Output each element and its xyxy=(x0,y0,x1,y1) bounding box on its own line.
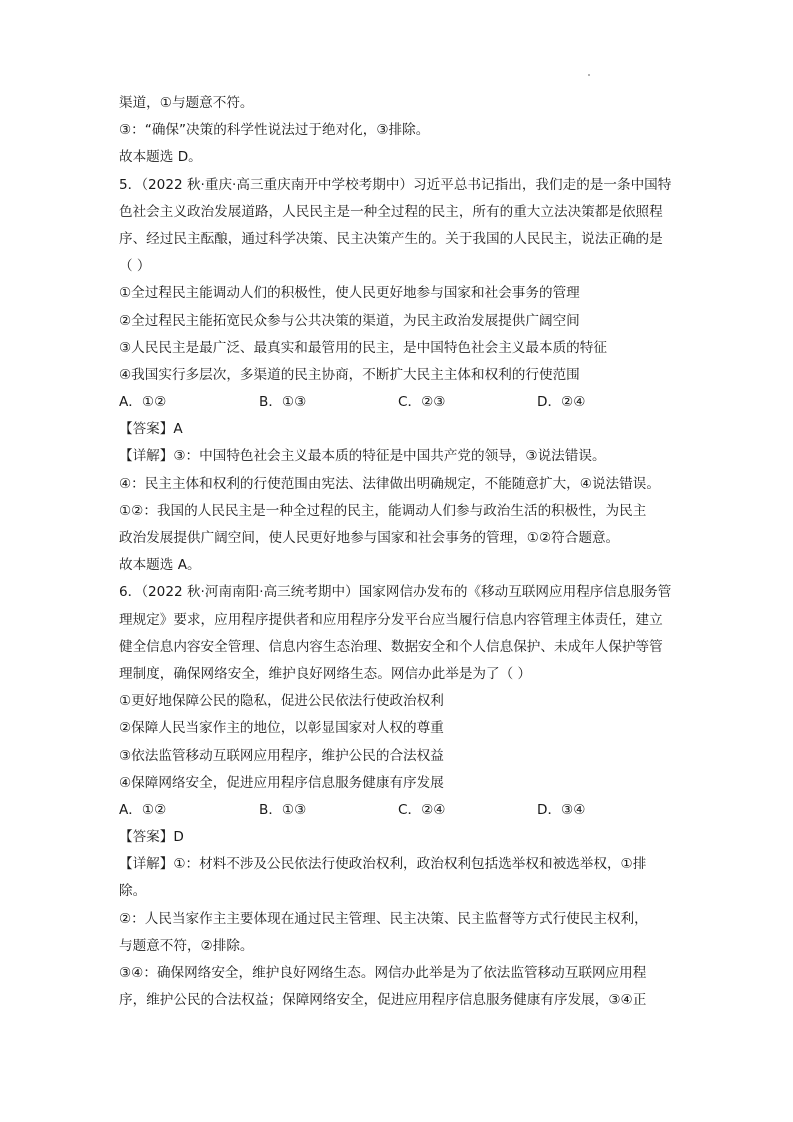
q6-statement: ②保障人民当家作主的地位，以彰显国家对人权的尊重 xyxy=(119,720,444,737)
q5-explanation-line: 故本题选 A。 xyxy=(119,557,201,574)
q5-options xyxy=(119,389,679,416)
q5-statement: ②全过程民主能拓宽民众参与公共决策的渠道，为民主政治发展提供广阔空间 xyxy=(119,312,580,329)
q5-explanation-line: ④：民主主体和权利的行使范围由宪法、法律做出明确规定，不能随意扩大，④说法错误。 xyxy=(119,475,660,492)
q5-option-b: B．①③ xyxy=(259,394,307,411)
page-content xyxy=(119,90,679,1014)
q6-options xyxy=(119,797,679,824)
q5-option-a: A．①② xyxy=(119,394,167,411)
q6-explanation-line: ②：人民当家作主主要体现在通过民主管理、民主决策、民主监督等方式行使民主权利， xyxy=(119,910,648,927)
q6-explanation-line: 与题意不符，②排除。 xyxy=(119,937,254,954)
q5-option-c: C．②③ xyxy=(398,394,446,411)
q6-stem-line: 6．（2022 秋·河南南阳·高三统考期中）国家网信办发布的《移动互联网应用程序信息服务管 xyxy=(119,584,672,601)
q6-statement: ③依法监管移动互联网应用程序，维护公民的合法权益 xyxy=(119,747,444,764)
q5-statement: ④我国实行多层次，多渠道的民主协商，不断扩大民主主体和权利的行使范围 xyxy=(119,366,580,383)
q5-explanation-line: 政治发展提供广阔空间，使人民更好地参与国家和社会事务的管理，①②符合题意。 xyxy=(119,530,620,546)
q5-answer: 【答案】A xyxy=(119,421,183,438)
q6-explanation-line: 除。 xyxy=(119,883,147,900)
q5-explanation-line: ①②：我国的人民民主是一种全过程的民主，能调动人们参与政治生活的积极性，为民主 xyxy=(119,502,647,519)
prev-answer-line: ③：“确保”决策的科学性说法过于绝对化，③排除。 xyxy=(119,122,430,139)
q6-option-c: C．②④ xyxy=(398,801,446,818)
q6-explanation-line: 序，维护公民的合法权益；保障网络安全，促进应用程序信息服务健康有序发展，③④正 xyxy=(119,992,647,1009)
q5-stem-line: 序、经过民主酝酿，通过科学决策、民主决策产生的。关于我国的人民民主，说法正确的是 xyxy=(119,230,663,247)
page-mark xyxy=(588,74,590,76)
q5-option-d: D．②④ xyxy=(537,394,586,411)
q5-stem-line: （ ） xyxy=(119,258,151,275)
q6-statement: ④保障网络安全，促进应用程序信息服务健康有序发展 xyxy=(119,774,444,791)
q5-stem-line: 色社会主义政治发展道路，人民民主是一种全过程的民主，所有的重大立法决策都是依照程 xyxy=(119,203,663,220)
q5-stem-line: 5．（2022 秋·重庆·高三重庆南开中学校考期中）习近平总书记指出，我们走的是一条中国特 xyxy=(119,176,672,193)
question-5 xyxy=(119,172,679,580)
q6-explanation-line: ③④：确保网络安全，维护良好网络生态。网信办此举是为了依法监管移动互联网应用程 xyxy=(119,965,647,981)
prev-answer-line: 故本题选 D。 xyxy=(119,149,202,166)
q6-stem-line: 理制度，确保网络安全，维护良好网络生态。网信办此举是为了（ ） xyxy=(119,665,532,682)
q6-stem-line: 健全信息内容安全管理、信息内容生态治理、数据安全和个人信息保护、未成年人保护等管 xyxy=(119,638,663,655)
q5-explanation-line: 【详解】③：中国特色社会主义最本质的特征是中国共产党的领导，③说法错误。 xyxy=(119,448,606,465)
q6-option-b: B．①③ xyxy=(259,801,307,818)
question-6 xyxy=(119,579,679,1014)
q6-option-a: A．①② xyxy=(119,801,167,818)
q6-stem-line: 理规定》要求，应用程序提供者和应用程序分发平台应当履行信息内容管理主体责任，建立 xyxy=(119,611,663,628)
q6-answer: 【答案】D xyxy=(119,829,184,846)
prev-answer-line: 渠道，①与题意不符。 xyxy=(119,95,254,111)
q5-statement: ①全过程民主能调动人们的积极性，使人民更好地参与国家和社会事务的管理 xyxy=(119,285,580,302)
q6-explanation-line: 【详解】①：材料不涉及公民依法行使政治权利，政治权利包括选举权和被选举权，①排 xyxy=(119,856,647,873)
q5-statement: ③人民民主是最广泛、最真实和最管用的民主，是中国特色社会主义最本质的特征 xyxy=(119,339,607,356)
q6-option-d: D．③④ xyxy=(537,801,586,818)
q6-statement: ①更好地保障公民的隐私，促进公民依法行使政治权利 xyxy=(119,693,444,710)
